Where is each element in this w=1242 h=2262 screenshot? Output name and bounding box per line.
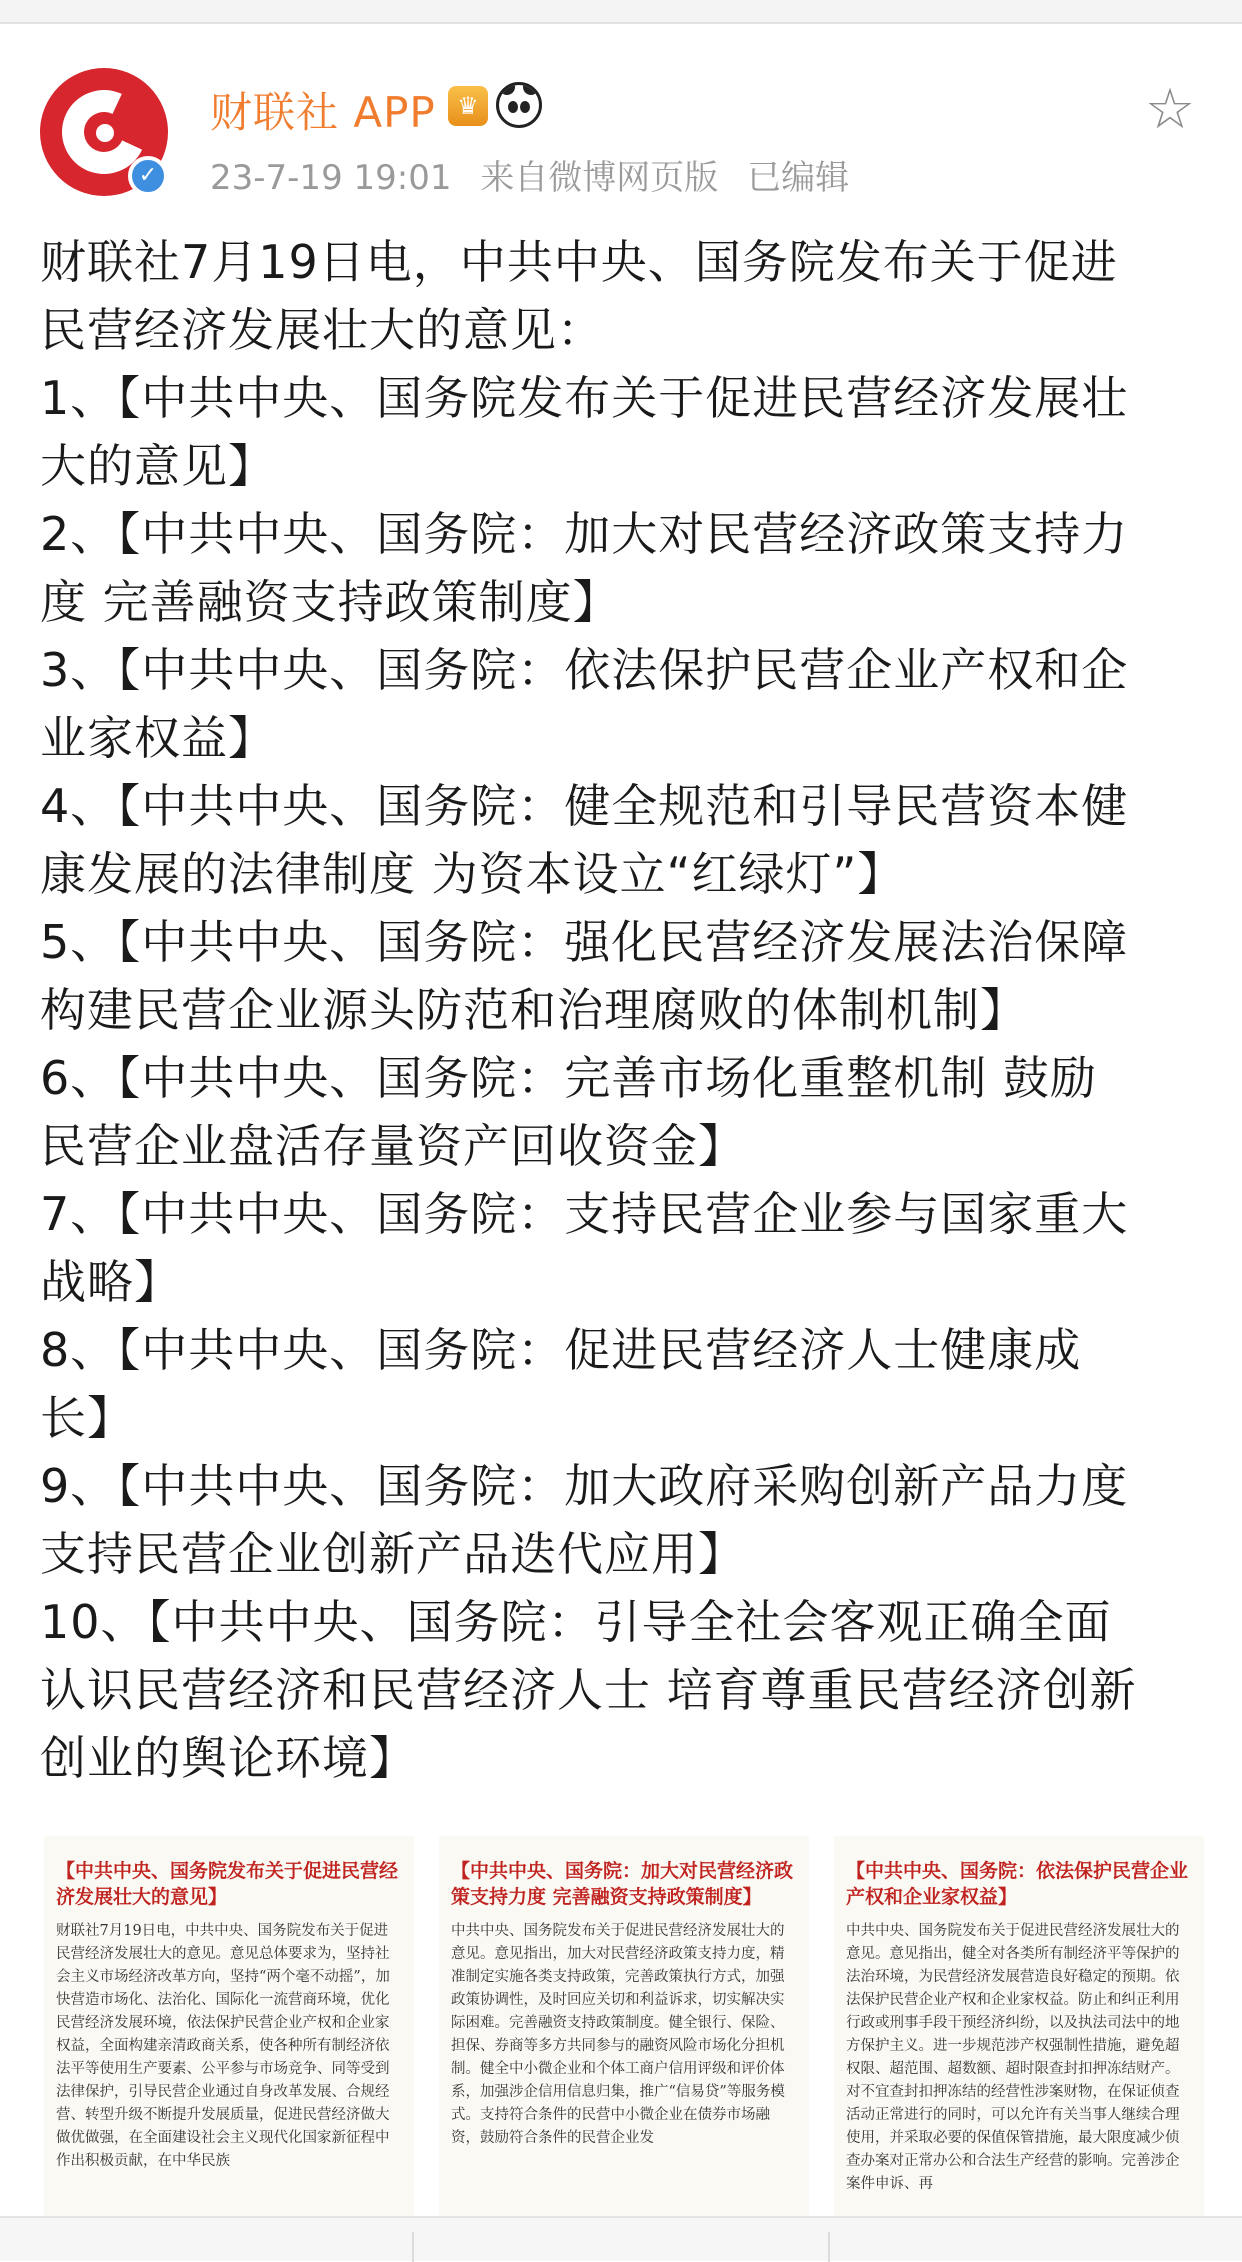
- post-text-line: 民营企业盘活存量资产回收资金】: [40, 1119, 745, 1173]
- post-text-line: 民营经济发展壮大的意见：: [40, 303, 604, 357]
- post-text-line: 大的意见】: [40, 439, 275, 493]
- panda-icon[interactable]: [496, 82, 542, 128]
- image-thumb-3[interactable]: [834, 1836, 1204, 2216]
- image-text: 中共中央、国务院发布关于促进民营经济发展壮大的意见。意见指出，健全对各类所有制经济平等保护的法治环境，为民营经济发展营造良好稳定的预期。依法保护民营企业产权和企业家权益。防止和纠正利用行政或刑事手段干预经济纠纷，以及执法司法中的地方保护主义。进一步规范涉产权强制性措施，避免超权限、超范围、超数额、超时限查封扣押冻结财产。对不宜查封扣押冻结的经营性涉案财物，在保证侦查活动正常进行的同时，可以允许有关当事人继续合理使用，并采取必要的保值保管措施，最大限度减少侦查办案对正常办公和合法生产经营的影响。完善涉企案件申诉、再: [846, 1923, 1180, 2192]
- divider: [412, 2232, 414, 2262]
- post-text-line: 8、【中共中央、国务院：促进民营经济人士健康成: [40, 1323, 1082, 1377]
- star-icon[interactable]: ☆: [1144, 77, 1196, 142]
- post-text-line: 6、【中共中央、国务院：完善市场化重整机制 鼓励: [40, 1051, 1097, 1105]
- post-text-line: 支持民营企业创新产品迭代应用】: [40, 1527, 745, 1581]
- account-name[interactable]: 财联社 APP: [210, 88, 436, 137]
- verified-badge-icon: ✓: [128, 156, 168, 196]
- image-title: 【中共中央、国务院：加大对民营经济政策支持力度 完善融资支持政策制度】: [451, 1860, 794, 1908]
- image-title: 【中共中央、国务院：依法保护民营企业产权和企业家权益】: [846, 1860, 1189, 1908]
- image-thumb-2[interactable]: [439, 1836, 809, 2216]
- post-text-line: 1、【中共中央、国务院发布关于促进民营经济发展壮: [40, 371, 1129, 425]
- post-text-line: 3、【中共中央、国务院：依法保护民营企业产权和企: [40, 643, 1129, 697]
- top-divider: [0, 0, 1242, 24]
- post-text-line: 10、【中共中央、国务院：引导全社会客观正确全面: [40, 1595, 1112, 1649]
- post-text-line: 业家权益】: [40, 711, 275, 765]
- post-text-line: 战略】: [40, 1255, 181, 1309]
- image-text: 中共中央、国务院发布关于促进民营经济发展壮大的意见。意见指出，加大对民营经济政策支持力度，精准制定实施各类支持政策，完善政策执行方式，加强政策协调性，及时回应关切和利益诉求，切实解决实际困难。完善融资支持政策制度。健全银行、保险、担保、券商等多方共同参与的融资风险市场化分担机制。健全中小微企业和个体工商户信用评级和评价体系，加强涉企信用信息归集，推广“信易贷”等服务模式。支持符合条件的民营中小微企业在债券市场融资，鼓励符合条件的民营企业发: [451, 1923, 785, 2146]
- post-text-line: 7、【中共中央、国务院：支持民营企业参与国家重大: [40, 1187, 1129, 1241]
- post-text-line: 财联社7月19日电，中共中央、国务院发布关于促进: [40, 235, 1118, 289]
- post-text-line: 长】: [40, 1391, 134, 1445]
- post-body: [40, 228, 1210, 1792]
- post-text-line: 创业的舆论环境】: [40, 1731, 416, 1785]
- post-timestamp: 23-7-19 19:01: [210, 158, 452, 198]
- image-thumb-1[interactable]: [44, 1836, 414, 2216]
- crown-medal-icon[interactable]: ♛: [448, 86, 488, 126]
- post-text-line: 构建民营企业源头防范和治理腐败的体制机制】: [40, 983, 1027, 1037]
- image-text: 财联社7月19日电，中共中央、国务院发布关于促进民营经济发展壮大的意见。意见总体要求为，坚持社会主义市场经济改革方向，坚持“两个毫不动摇”，加快营造市场化、法治化、国际化一流营商环境，优化民营经济发展环境，依法保护民营企业产权和企业家权益，全面构建亲清政商关系，使各种所有制经济依法平等使用生产要素、公平参与市场竞争、同等受到法律保护，引导民营企业通过自身改革发展、合规经营、转型升级不断提升发展质量，促进民营经济做大做优做强，在全面建设社会主义现代化国家新征程中作出积极贡献，在中华民族: [56, 1923, 390, 2169]
- post-meta: [210, 150, 867, 199]
- bottom-action-bar: [0, 2216, 1242, 2261]
- divider: [828, 2232, 830, 2262]
- post-text-line: 认识民营经济和民营经济人士 培育尊重民营经济创新: [40, 1663, 1137, 1717]
- edited-label[interactable]: 已编辑: [747, 158, 850, 198]
- post-text-line: 9、【中共中央、国务院：加大政府采购创新产品力度: [40, 1459, 1129, 1513]
- post-text-line: 康发展的法律制度 为资本设立“红绿灯”】: [40, 847, 905, 901]
- post-text-line: 5、【中共中央、国务院：强化民营经济发展法治保障: [40, 915, 1129, 969]
- post-text-line: 4、【中共中央、国务院：健全规范和引导民营资本健: [40, 779, 1129, 833]
- image-grid: [44, 1836, 1204, 2216]
- post-source: 来自微博网页版: [480, 158, 719, 198]
- post-text-line: 2、【中共中央、国务院：加大对民营经济政策支持力: [40, 507, 1129, 561]
- post-text-line: 度 完善融资支持政策制度】: [40, 575, 620, 629]
- image-title: 【中共中央、国务院发布关于促进民营经济发展壮大的意见】: [56, 1860, 399, 1908]
- post-header: [0, 24, 1242, 214]
